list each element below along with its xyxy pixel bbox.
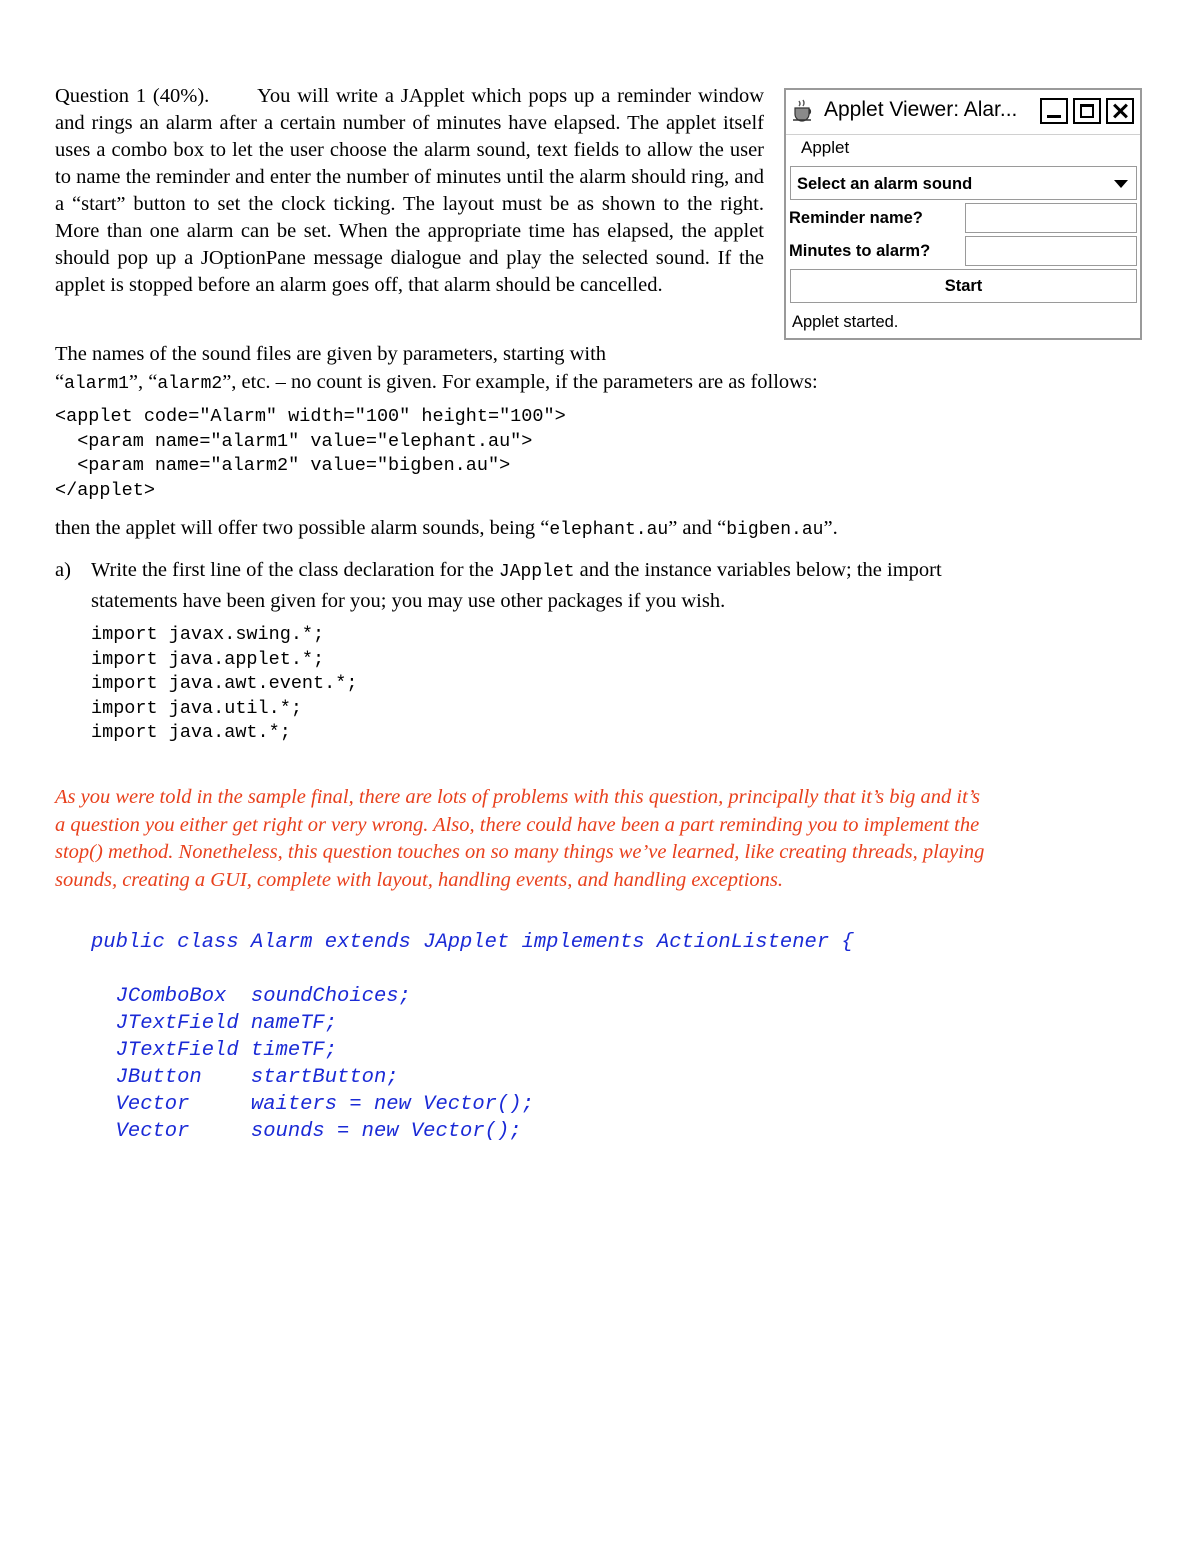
part-a-line-1-before: Write the first line of the class declaration for the: [91, 559, 499, 581]
close-icon[interactable]: [1106, 98, 1134, 124]
question-paragraph: [55, 83, 764, 299]
part-a-marker: a): [55, 559, 71, 581]
japplet-code: JApplet: [498, 562, 575, 582]
param-alarm2: alarm2: [157, 374, 223, 394]
part-a-line-2: statements have been given for you; you may use other packages if you wish.: [91, 590, 726, 612]
comment-line: stop() method. Nonetheless, this question touches on so many things we’ve learned, like creating threads, playing: [55, 841, 985, 863]
open-quote: “: [55, 371, 65, 393]
combo-selected-value: Select an alarm sound: [797, 175, 973, 193]
parameters-rest: ”, etc. – no count is given. For example, if the parameters are as follows:: [222, 371, 818, 393]
menu-applet[interactable]: Applet: [801, 138, 850, 157]
parameters-line-1: The names of the sound files are given by parameters, starting with: [55, 343, 607, 365]
solution-code: public class Alarm extends JApplet implements ActionListener { JComboBox soundChoices; JTextField nameTF; JTextField timeTF; JButton startButton; Vector waiters = new Vector(); Vector sounds = new Vector();: [91, 931, 854, 1143]
part-a-line-1: [91, 556, 1141, 587]
minutes-to-alarm-label: Minutes to alarm?: [789, 242, 931, 260]
comment-line: a question you either get right or very wrong. Also, there could have been a part reminding you to implement the: [55, 813, 980, 836]
window-titlebar[interactable]: [786, 90, 1140, 135]
comment-line: As you were told in the sample final, there are lots of problems with this question, principally that it’s big and it’s: [55, 786, 980, 808]
sound-bigben: bigben.au: [726, 520, 824, 540]
parameters-line-2: [55, 368, 955, 398]
comment-line: sounds, creating a GUI, complete with layout, handling events, and handling exceptions.: [55, 868, 784, 891]
java-cup-icon: [790, 99, 816, 123]
alarm-sound-combo[interactable]: [790, 166, 1137, 200]
question-body: You will write a JApplet which pops up a reminder window and rings an alarm after a certain number of minutes have elapsed. The applet itself uses a combo box to let the user choose the alarm sound, text fields to allow the user to name the reminder and enter the number of minutes until the alarm should ring, and a “start” button to set the clock ticking. The layout must be as shown to the right. More than one alarm can be set. When the appropriate time has elapsed, the applet should pop up a JOptionPane message dialogue and play the selected sound. If the applet is stopped before an alarm goes off, that alarm should be cancelled.: [55, 85, 765, 296]
minimize-icon[interactable]: [1040, 98, 1068, 124]
sounds-after: ”.: [823, 517, 838, 539]
start-button[interactable]: Start: [790, 269, 1137, 303]
applet-viewer-window: [784, 88, 1142, 340]
applet-tag-code: <applet code="Alarm" width="100" height="100"> <param name="alarm1" value="elephant.au"> <param name="alarm2" value="bigben.au"> </applet>: [55, 406, 566, 501]
sounds-paragraph: [55, 517, 1155, 540]
maximize-icon[interactable]: [1073, 98, 1101, 124]
reminder-name-label: Reminder name?: [789, 209, 923, 227]
instructor-comment: [55, 784, 1135, 894]
part-a-text: [91, 556, 1141, 616]
window-title: Applet Viewer: Alar...: [824, 98, 1018, 121]
question-heading: Question 1 (40%).: [55, 85, 210, 107]
part-a-line-1-after: and the instance variables below; the import: [574, 559, 942, 581]
sound-elephant: elephant.au: [549, 520, 669, 540]
quote-separator: ”, “: [128, 371, 158, 393]
parameters-paragraph: [55, 340, 955, 398]
import-statements: import javax.swing.*; import java.applet.*; import java.awt.event.*; import java.util.*; import java.awt.*;: [91, 624, 358, 743]
reminder-name-input[interactable]: [965, 203, 1137, 233]
chevron-down-icon[interactable]: [1114, 180, 1128, 188]
sounds-before: then the applet will offer two possible alarm sounds, being “: [55, 517, 550, 539]
sounds-middle: ” and “: [668, 517, 727, 539]
param-alarm1: alarm1: [64, 374, 129, 394]
minutes-to-alarm-input[interactable]: [965, 236, 1137, 266]
status-text: Applet started.: [792, 313, 899, 331]
